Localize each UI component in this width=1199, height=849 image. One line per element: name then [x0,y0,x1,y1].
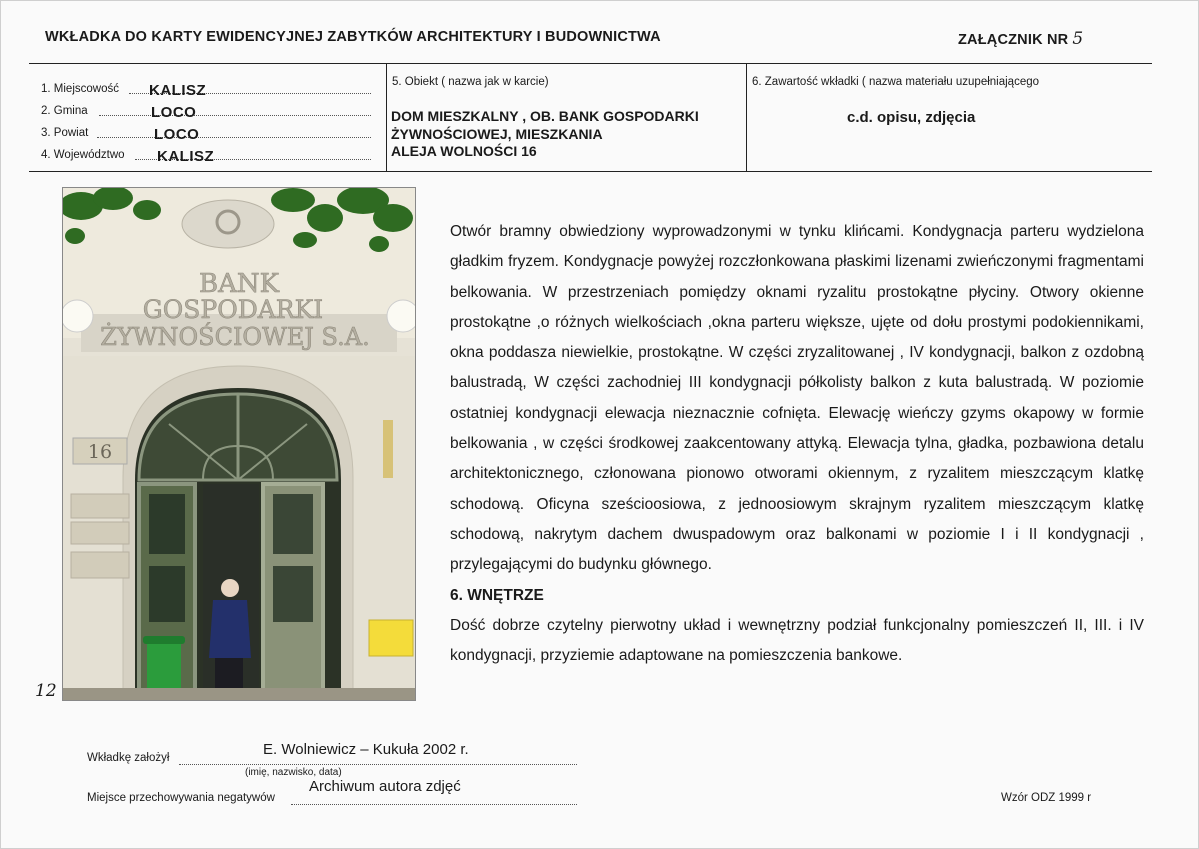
field-voivodeship-value: KALISZ [157,148,215,165]
interior-paragraph: Dość dobrze czytelny pierwotny układ i wewnętrzny podział funkcjonalny pomieszczeń II, III. i IV kondygnacji, przyziemie adaptowane na pomieszczenia bankowe. [450,616,1144,665]
object-label: 5. Obiekt ( nazwa jak w karcie) [392,76,549,88]
document-title: WKŁADKA DO KARTY EWIDENCYJNEJ ZABYTKÓW ARCHITEKTURY I BUDOWNICTWA [45,29,661,45]
field-district [41,123,371,141]
description-paragraph: Otwór bramny obwiedziony wyprowadzonymi w tynku klińcami. Kondygnacja parteru wydzielona gładkim fryzem. Kondygnacje powyżej rozczłonkowana płaskimi lizenami zwieńczonymi fragmentami belkowania. W przestrzeniach pomiędzy oknami ryzalitu prostokątne płyciny. Otwory okienne prostokątne ,o różnych wielkościach ,okna parteru większe, ujęte od dołu prostymi podokiennikami, okna poddasza niewielkie, prostokątne. W części zryzalitowanej , IV kondygnacji, balkon z ozdobną balustradą, W części zachodniej III kondygnacji półkolisty balkon z kuta balustradą. W poziomie ostatniej kondygnacji elewacja nieznacznie cofnięta. Elewację wieńczy gzyms okapowy w formie belkowania , w części środkowej zaakcentowany attyką. Elewacja tylna, gładka, pozbawiona detalu architektonicznego, członowana pionowo otworami okiennym, z ryzalitem mieszczącym klatkę schodową. Oficyna sześcioosiowa, z jednoosiowym skrajnym ryzalitem mieszczącym klatkę schodową, nakrytym dachem dwuspadowym oraz balkonami w poziomie I i II kondygnacji , przylegającymi do budynku głównego. [450,223,1144,574]
contents-value: c.d. opisu, zdjęcia [847,109,976,126]
object-name-line: ALEJA WOLNOŚCI 16 [391,143,537,159]
negatives-storage-label: Miejsce przechowywania negatywów [87,792,275,804]
description-text [450,217,1144,671]
house-number: 16 [87,441,113,463]
dotted-line [97,136,371,138]
object-name-line: DOM MIESZKALNY , OB. BANK GOSPODARKI [391,108,699,124]
created-by-value: E. Wolniewicz – Kukuła 2002 r. [263,741,469,758]
bank-sign-line: GOSPODARKI [142,295,324,324]
dotted-line [179,763,577,765]
field-voivodeship-label: 4. Województwo [41,149,125,161]
form-reference: Wzór ODZ 1999 r [1001,792,1092,804]
field-commune [41,101,371,119]
contents-label: 6. Zawartość wkładki ( nazwa materiału uzupełniającego [752,76,1040,88]
interior-heading: 6. WNĘTRZE [450,586,544,604]
field-district-value: LOCO [154,126,200,143]
bank-sign-line: BANK [198,269,280,299]
field-commune-value: LOCO [151,104,197,121]
building-photo [62,187,416,701]
field-voivodeship [41,145,371,163]
dotted-line [291,803,577,805]
negatives-storage-value: Archiwum autora zdjęć [309,778,461,795]
column-divider-2 [746,63,747,171]
object-name-line: ŻYWNOŚCIOWEJ, MIESZKANIA [391,125,603,142]
object-name [391,108,699,161]
building-photo-illustration [63,188,415,700]
column-divider-1 [386,63,387,171]
field-district-label: 3. Powiat [41,127,89,139]
dotted-line [99,114,371,116]
attachment-number: 5 [1072,29,1084,49]
field-locality-label: 1. Miejscowość [41,83,119,95]
photo-number: 12 [35,681,57,701]
created-by-label: Wkładkę założył [87,752,170,764]
bank-sign-line: ŻYWNOŚCIOWEJ S.A. [100,323,370,351]
field-commune-label: 2. Gmina [41,105,88,117]
field-locality-value: KALISZ [149,82,207,99]
info-bottom-rule [29,171,1152,172]
attachment-label [958,29,1083,49]
attachment-label-text: ZAŁĄCZNIK NR [958,32,1069,48]
top-rule [29,63,1152,64]
created-by-hint: (imię, nazwisko, data) [245,767,342,778]
field-locality [41,79,371,97]
